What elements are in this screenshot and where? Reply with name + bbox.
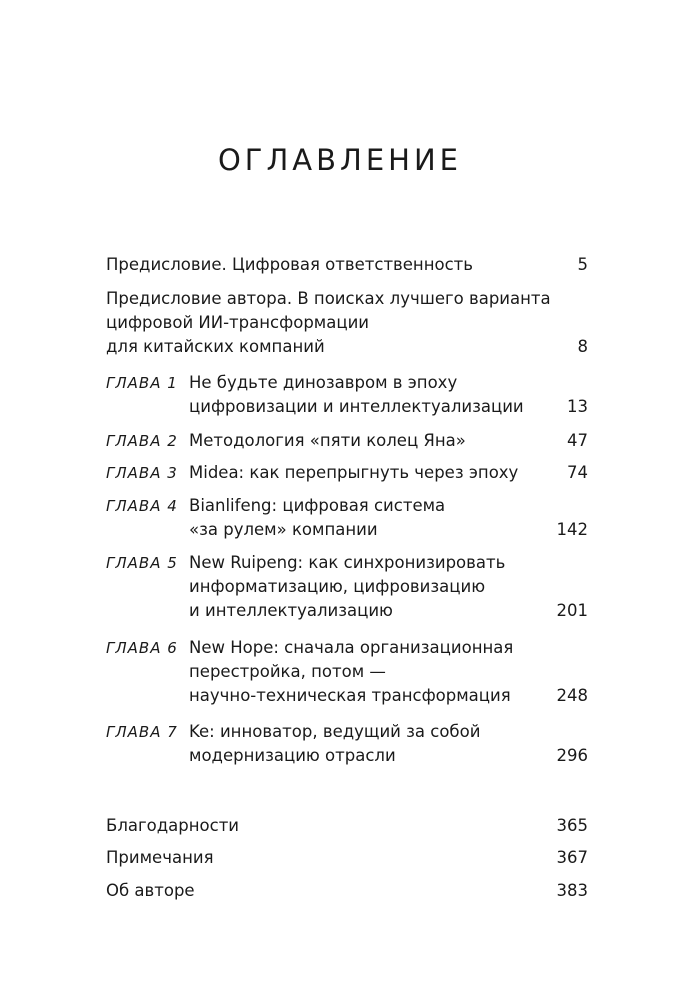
toc-entry (106, 494, 588, 542)
chapter-label: ГЛАВА 6 (106, 639, 178, 657)
toc-entry (106, 846, 588, 870)
entry-title-line: Примечания (106, 848, 214, 867)
page-number: 142 (556, 520, 588, 539)
toc-entry (106, 371, 588, 419)
toc-entry (106, 636, 588, 708)
page-number: 74 (567, 463, 588, 482)
entry-title-line: Предисловие. Цифровая ответственность (106, 255, 474, 274)
entry-title-line: информатизацию, цифровизацию (189, 577, 486, 596)
page-number: 13 (567, 397, 588, 416)
toc-entry (106, 879, 588, 903)
entry-title-line: перестройка, потом — (189, 662, 386, 681)
entry-title-line: Методология «пяти колец Яна» (189, 431, 466, 450)
page-number: 367 (556, 848, 588, 867)
page-number: 365 (556, 816, 588, 835)
entry-title-line: New Hope: сначала организационная (189, 638, 514, 657)
page-number: 383 (556, 881, 588, 900)
toc-entry (106, 720, 588, 768)
toc-entry (106, 551, 588, 623)
entry-title-line: New Ruipeng: как синхронизировать (189, 553, 506, 572)
entry-title-line: модернизацию отрасли (189, 746, 396, 765)
toc-entry (106, 429, 588, 453)
chapter-label: ГЛАВА 7 (106, 723, 178, 741)
chapter-label: ГЛАВА 3 (106, 464, 178, 482)
entry-title-line: Midea: как перепрыгнуть через эпоху (189, 463, 519, 482)
toc-entry (106, 461, 588, 485)
toc-entry (106, 253, 588, 277)
entry-title-line: Bianlifeng: цифровая система (189, 496, 446, 515)
page-number: 248 (556, 686, 588, 705)
entry-title-line: Не будьте динозавром в эпоху (189, 373, 458, 392)
chapter-label: ГЛАВА 2 (106, 432, 178, 450)
entry-title-line: для китайских компаний (106, 337, 325, 356)
chapter-label: ГЛАВА 1 (106, 374, 178, 392)
entry-title-line: Предисловие автора. В поисках лучшего варианта (106, 289, 551, 308)
page-number: 296 (556, 746, 588, 765)
chapter-label: ГЛАВА 5 (106, 554, 178, 572)
page-number: 8 (577, 337, 588, 356)
entry-title-line: цифровизации и интеллектуализации (189, 397, 524, 416)
page-title: ОГЛАВЛЕНИЕ (217, 143, 462, 177)
page-number: 5 (577, 255, 588, 274)
page-number: 201 (556, 601, 588, 620)
entry-title-line: научно-техническая трансформация (189, 686, 511, 705)
page-number: 47 (567, 431, 588, 450)
toc-entry (106, 287, 588, 359)
entry-title-line: цифровой ИИ-трансформации (106, 313, 370, 332)
entry-title-line: Ke: инноватор, ведущий за собой (189, 722, 481, 741)
entry-title-line: и интеллектуализацию (189, 601, 393, 620)
entry-title-line: Об авторе (106, 881, 195, 900)
toc-entry (106, 814, 588, 838)
chapter-label: ГЛАВА 4 (106, 497, 178, 515)
entry-title-line: «за рулем» компании (189, 520, 378, 539)
entry-title-line: Благодарности (106, 816, 240, 835)
